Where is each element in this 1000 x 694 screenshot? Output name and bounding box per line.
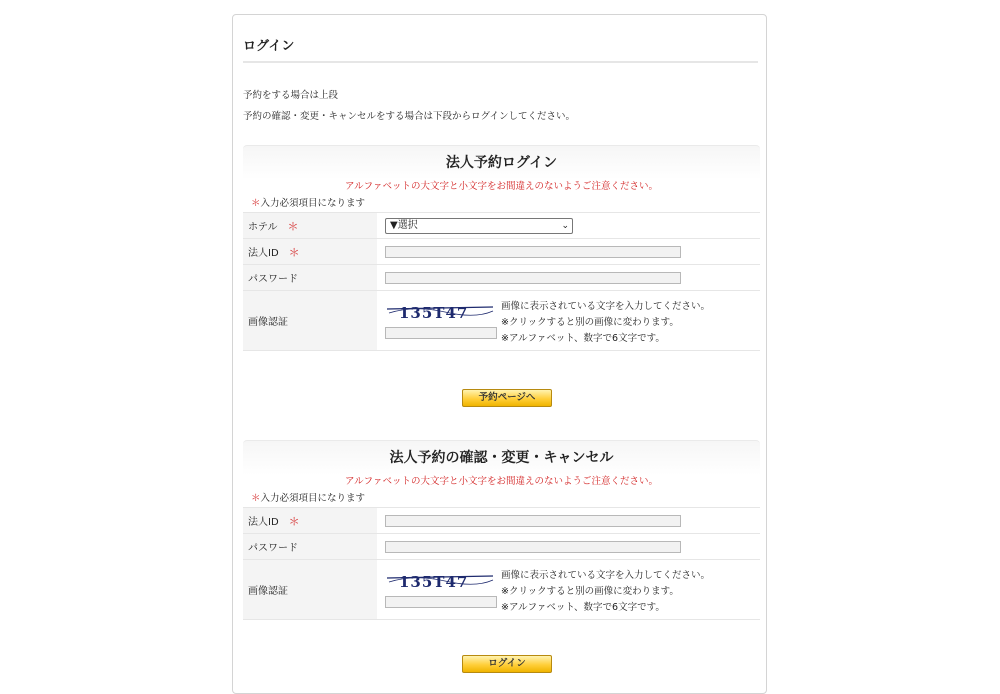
- corp-id-field-cell: [377, 508, 760, 534]
- captcha-help-line: ※クリックすると別の画像に変わります。: [501, 585, 679, 597]
- hotel-select[interactable]: [385, 218, 573, 234]
- hotel-label: ホテル: [248, 221, 278, 233]
- captcha-help-line: ※アルファベット、数字で6文字です。: [501, 332, 665, 344]
- captcha-image[interactable]: [385, 568, 495, 594]
- captcha-row: [243, 560, 760, 620]
- captcha-help: [501, 568, 710, 616]
- captcha-image-text: 135T47: [399, 572, 469, 591]
- captcha-help-line: 画像に表示されている文字を入力してください。: [501, 569, 711, 581]
- login-button[interactable]: ログイン: [462, 655, 552, 673]
- password-label-cell: [243, 534, 377, 560]
- password-row: [243, 265, 760, 291]
- captcha-help-line: 画像に表示されている文字を入力してください。: [501, 300, 711, 312]
- corp-id-label-cell: [243, 508, 377, 534]
- case-warning: アルファベットの大文字と小文字をお間違えのないようご注意ください。: [345, 476, 658, 487]
- required-note-text: 入力必須項目になります: [260, 198, 366, 209]
- corp-id-row: [243, 239, 760, 265]
- captcha-left: [385, 568, 501, 608]
- hotel-field-cell: [377, 213, 760, 239]
- captcha-label: 画像認証: [248, 317, 288, 328]
- corp-id-field-cell: [377, 239, 760, 265]
- login-panel: [232, 14, 767, 694]
- captcha-image-text: 135T47: [399, 303, 469, 322]
- password-input[interactable]: [385, 272, 681, 284]
- password-field-cell: [377, 265, 760, 291]
- captcha-field-cell: [377, 291, 760, 351]
- reserve-section-heading: 法人予約ログイン: [243, 145, 760, 180]
- captcha-label-cell: [243, 560, 377, 620]
- captcha-help-line: ※クリックすると別の画像に変わります。: [501, 316, 679, 328]
- corp-id-input[interactable]: [385, 515, 681, 527]
- corp-id-label: 法人ID: [248, 516, 279, 528]
- corp-id-required-star: ＊: [288, 245, 300, 259]
- intro-line-reserve: 予約をする場合は上段: [243, 90, 339, 101]
- captcha-area: [385, 564, 759, 616]
- captcha-input[interactable]: [385, 327, 497, 339]
- corp-id-input[interactable]: [385, 246, 681, 258]
- manage-section-heading: 法人予約の確認・変更・キャンセル: [243, 440, 760, 475]
- hotel-select-value: ▼選択: [390, 219, 418, 231]
- password-input[interactable]: [385, 541, 681, 553]
- required-star: ＊: [251, 493, 261, 504]
- chevron-down-icon: ⌄: [561, 220, 569, 231]
- page-title: ログイン: [243, 39, 295, 54]
- intro-line-manage: 予約の確認・変更・キャンセルをする場合は下段からログインしてください。: [243, 111, 576, 122]
- password-label-cell: [243, 265, 377, 291]
- reserve-login-section: [243, 145, 760, 351]
- corp-id-label: 法人ID: [248, 247, 279, 259]
- required-star: ＊: [251, 198, 261, 209]
- corp-id-label-cell: [243, 239, 377, 265]
- manage-reservation-section: [243, 440, 760, 620]
- case-warning: アルファベットの大文字と小文字をお間違えのないようご注意ください。: [345, 181, 658, 192]
- captcha-input[interactable]: [385, 596, 497, 608]
- required-note: [243, 196, 760, 212]
- required-note: [243, 491, 760, 507]
- required-note-text: 入力必須項目になります: [260, 493, 366, 504]
- captcha-row: [243, 291, 760, 351]
- reserve-form-table: [243, 212, 760, 351]
- password-field-cell: [377, 534, 760, 560]
- password-row: [243, 534, 760, 560]
- corp-id-required-star: ＊: [288, 514, 300, 528]
- hotel-row: [243, 213, 760, 239]
- captcha-label: 画像認証: [248, 586, 288, 597]
- captcha-help: [501, 299, 710, 347]
- captcha-left: [385, 299, 501, 339]
- hotel-required-star: ＊: [287, 219, 299, 233]
- captcha-help-line: ※アルファベット、数字で6文字です。: [501, 601, 665, 613]
- password-label: パスワード: [248, 543, 298, 554]
- hotel-label-cell: [243, 213, 377, 239]
- manage-form-table: [243, 507, 760, 620]
- captcha-field-cell: [377, 560, 760, 620]
- reserve-page-button[interactable]: 予約ページへ: [462, 389, 552, 407]
- captcha-area: [385, 295, 759, 347]
- captcha-label-cell: [243, 291, 377, 351]
- password-label: パスワード: [248, 274, 298, 285]
- captcha-image[interactable]: [385, 299, 495, 325]
- corp-id-row: [243, 508, 760, 534]
- title-divider: [243, 61, 758, 63]
